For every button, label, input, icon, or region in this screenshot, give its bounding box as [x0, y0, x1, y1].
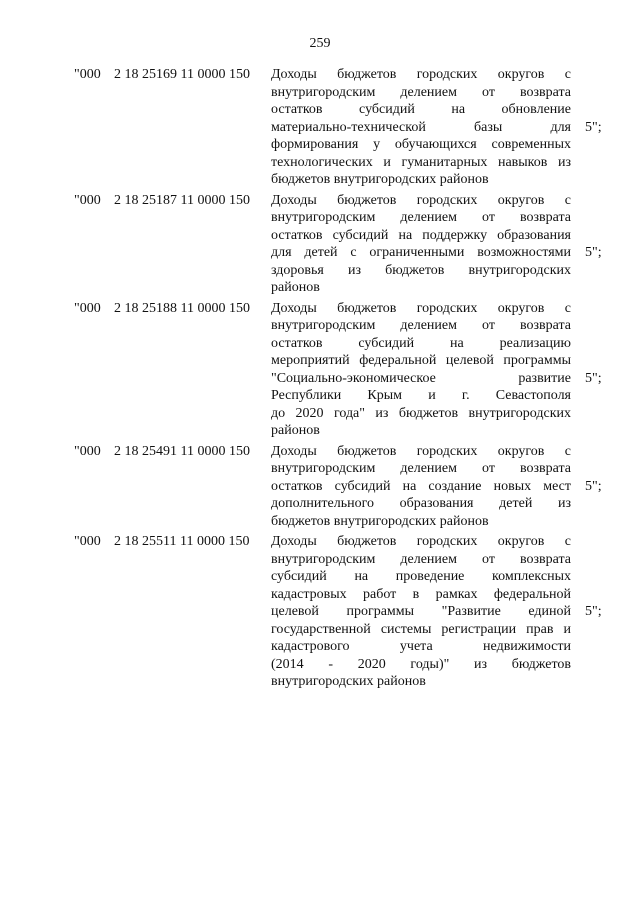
- budget-classification-code: 2 18 25188 11 0000 150: [114, 300, 250, 316]
- budget-classification-code: 2 18 25187 11 0000 150: [114, 192, 250, 208]
- description-line: субсидий на проведение комплексных: [271, 569, 571, 584]
- description-line: Доходы бюджетов городских округов с: [271, 192, 571, 208]
- description-line: государственной системы регистрации прав и: [271, 621, 571, 637]
- page-number: 259: [309, 36, 331, 51]
- administrator-code: "000: [74, 67, 101, 82]
- description-line: дополнительного образования детей из: [271, 496, 571, 511]
- income-description: [271, 192, 571, 297]
- description-line: остатков субсидий на поддержку образования: [271, 227, 571, 243]
- description-line: формирования у обучающихся современных: [271, 137, 571, 152]
- table-row: [0, 66, 640, 189]
- description-line: Доходы бюджетов городских округов с: [271, 67, 571, 82]
- description-line: внутригородских районов: [271, 674, 426, 689]
- description-line: материально-технической базы для: [271, 119, 571, 135]
- description-line: остатков субсидий на создание новых мест: [271, 478, 571, 494]
- income-description: [271, 300, 571, 440]
- description-line: кадастрового учета недвижимости: [271, 639, 571, 654]
- row-terminator: 5";: [585, 370, 602, 386]
- description-line: Доходы бюджетов городских округов с: [271, 443, 571, 459]
- description-line: районов: [271, 423, 320, 438]
- description-line: целевой программы "Развитие единой: [271, 604, 571, 619]
- table-row: [0, 300, 640, 440]
- administrator-code: "000: [74, 192, 101, 208]
- description-line: мероприятий федеральной целевой программы: [271, 353, 571, 368]
- description-line: Доходы бюджетов городских округов с: [271, 300, 571, 316]
- row-terminator: 5";: [585, 119, 602, 135]
- budget-classification-code: 2 18 25491 11 0000 150: [114, 443, 250, 459]
- description-line: кадастровых работ в рамках федеральной: [271, 586, 571, 602]
- description-line: до 2020 года" из бюджетов внутригородских: [271, 405, 571, 421]
- row-terminator: 5";: [585, 478, 602, 494]
- budget-classification-code: 2 18 25511 11 0000 150: [114, 534, 250, 549]
- administrator-code: "000: [74, 300, 101, 316]
- description-line: бюджетов внутригородских районов: [271, 172, 489, 187]
- income-description: [271, 443, 571, 531]
- description-line: внутригородским делением от возврата: [271, 551, 571, 567]
- budget-classification-code: 2 18 25169 11 0000 150: [114, 67, 250, 82]
- table-row: [0, 443, 640, 531]
- description-line: внутригородским делением от возврата: [271, 461, 571, 476]
- description-line: "Социально-экономическое развитие: [271, 370, 571, 386]
- description-line: технологических и гуманитарных навыков из: [271, 154, 571, 170]
- description-line: внутригородским делением от возврата: [271, 210, 571, 225]
- description-line: бюджетов внутригородских районов: [271, 513, 489, 529]
- description-line: для детей с ограниченными возможностями: [271, 245, 571, 260]
- income-description: [271, 533, 571, 691]
- description-line: внутригородским делением от возврата: [271, 84, 571, 100]
- description-line: Доходы бюджетов городских округов с: [271, 534, 571, 549]
- description-line: остатков субсидий на обновление: [271, 102, 571, 117]
- administrator-code: "000: [74, 443, 101, 459]
- description-line: (2014 - 2020 годы)" из бюджетов: [271, 656, 571, 672]
- description-line: Республики Крым и г. Севастополя: [271, 388, 571, 403]
- administrator-code: "000: [74, 534, 101, 549]
- description-line: здоровья из бюджетов внутригородских: [271, 262, 571, 278]
- description-line: внутригородским делением от возврата: [271, 318, 571, 333]
- description-line: районов: [271, 280, 320, 295]
- row-terminator: 5";: [585, 604, 602, 619]
- table-row: [0, 533, 640, 691]
- row-terminator: 5";: [585, 245, 602, 260]
- income-description: [271, 66, 571, 189]
- table-row: [0, 192, 640, 297]
- description-line: остатков субсидий на реализацию: [271, 335, 571, 351]
